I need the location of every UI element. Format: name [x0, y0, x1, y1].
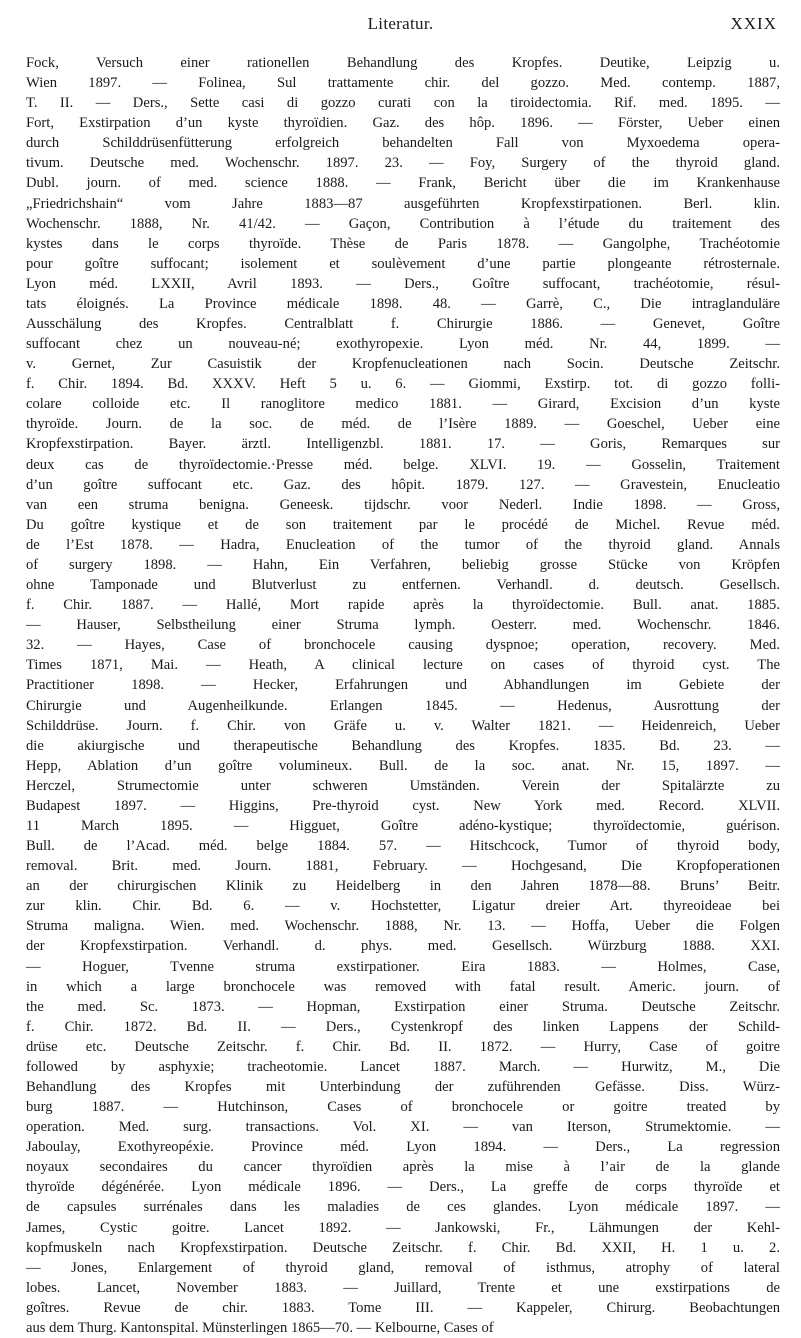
text-line: Lyon méd. LXXII, Avril 1893. — Ders., Goître suffocant, trachéotomie, résul-: [26, 275, 780, 292]
text-line: goîtres. Revue de chir. 1883. Tome III. — Kappeler, Chirurg. Beobachtungen: [26, 1299, 780, 1316]
text-line: James, Cystic goitre. Lancet 1892. — Jankowski, Fr., Lähmungen der Kehl-: [26, 1219, 780, 1236]
text-line: suffocant chez un nouveau-né; exothyropexie. Lyon méd. Nr. 44, 1899. —: [26, 336, 780, 353]
text-line: kystes dans le corps thyroïde. Thèse de Paris 1878. — Gangolphe, Trachéotomie: [26, 235, 780, 252]
text-line: thyroïde dégénérée. Lyon médicale 1896. — Ders., La greffe de corps thyroïde et: [26, 1179, 780, 1196]
text-line: 32. — Hayes, Case of bronchocele causing dyspnoe; operation, recovery. Med.: [26, 637, 780, 654]
text-line: drüse etc. Deutsche Zeitschr. f. Chir. Bd. II. 1872. — Hurry, Case of goitre: [26, 1038, 780, 1055]
text-line: kopfmuskeln nach Kropfexstirpation. Deutsche Zeitschr. f. Chir. Bd. XXII, H. 1 u. 2.: [26, 1239, 780, 1256]
text-line: f. Chir. 1894. Bd. XXXV. Heft 5 u. 6. — Giommi, Exstirp. tot. di gozzo folli-: [26, 376, 780, 393]
bibliography-text: [26, 53, 780, 1336]
text-line: zur klin. Chir. Bd. 6. — v. Hochstetter, Ligatur dreier Art. thyreoideae bei: [26, 898, 780, 915]
text-line: Hepp, Ablation d’un goître volumineux. Bull. de la soc. anat. Nr. 15, 1897. —: [26, 757, 780, 774]
text-line: Fort, Exstirpation d’un kyste thyroïdien. Gaz. des hôp. 1896. — Förster, Ueber einen: [26, 115, 780, 132]
text-line: Practitioner 1898. — Hecker, Erfahrungen und Abhandlungen im Gebiete der: [26, 677, 780, 694]
text-line: pour goître suffocant; isolement et soulèvement d’une partie plongeante rétrosternale.: [26, 255, 780, 272]
text-line: noyaux secondaires du cancer thyroïdien après la mise à l’air de la glande: [26, 1159, 780, 1176]
text-line: T. II. — Ders., Sette casi di gozzo curati con la tiroidectomia. Rif. med. 1895. —: [26, 95, 780, 112]
text-line: Fock, Versuch einer rationellen Behandlung des Kropfes. Deutike, Leipzig u.: [26, 55, 780, 71]
text-line: colare colloide etc. Il ranoglitore medico 1881. — Girard, Excision d’un kyste: [26, 396, 780, 413]
text-line: operation. Med. surg. transactions. Vol. XI. — van Iterson, Strumektomie. —: [26, 1119, 780, 1136]
text-line: Budapest 1897. — Higgins, Pre-thyroid cyst. New York med. Record. XLVII.: [26, 797, 780, 814]
text-line: — Hauser, Selbstheilung einer Struma lymph. Oesterr. med. Wochenschr. 1846.: [26, 617, 780, 634]
text-line: Times 1871, Mai. — Heath, A clinical lecture on cases of thyroid cyst. The: [26, 657, 780, 674]
text-line: f. Chir. 1887. — Hallé, Mort rapide après la thyroïdectomie. Bull. anat. 1885.: [26, 597, 780, 614]
text-line: f. Chir. 1872. Bd. II. — Ders., Cystenkropf des linken Lappens der Schild-: [26, 1018, 780, 1035]
text-line: tivum. Deutsche med. Wochenschr. 1897. 23. — Foy, Surgery of the thyroid gland.: [26, 155, 780, 172]
text-line: durch Schilddrüsenfütterung erfolgreich behandelten Fall von Myxoedema opera-: [26, 135, 780, 152]
text-line: of surgery 1898. — Hahn, Ein Verfahren, beliebig grosse Stücke von Kröpfen: [26, 556, 780, 573]
text-line: tats éloignés. La Province médicale 1898. 48. — Garrè, C., Die intraglanduläre: [26, 295, 780, 312]
text-line: thyroïde. Journ. de la soc. de méd. de l’Isère 1889. — Goeschel, Ueber eine: [26, 416, 780, 433]
text-line: Ausschälung des Kropfes. Centralblatt f. Chirurgie 1886. — Genevet, Goître: [26, 316, 780, 333]
text-line: Dubl. journ. of med. science 1888. — Frank, Bericht über die im Krankenhause: [26, 175, 780, 192]
text-line: Du goître kystique et de son traitement par le procédé de Michel. Revue méd.: [26, 516, 780, 533]
text-line: d’un goître suffocant etc. Gaz. des hôpit. 1879. 127. — Gravestein, Enucleatio: [26, 476, 780, 493]
text-line: „Friedrichshain“ vom Jahre 1883—87 ausgeführten Kropfexstirpationen. Berl. klin.: [26, 195, 780, 212]
text-line: — Hoguer, Tvenne struma exstirpationer. Eira 1883. — Holmes, Case,: [26, 958, 780, 975]
text-line: Schilddrüse. Journ. f. Chir. von Gräfe u. v. Walter 1821. — Heidenreich, Ueber: [26, 717, 780, 734]
running-title: Literatur.: [367, 14, 434, 33]
text-line: an der chirurgischen Klinik zu Heidelberg in den Jahren 1878—88. Bruns’ Beitr.: [26, 878, 780, 895]
text-line: — Jones, Enlargement of thyroid gland, removal of isthmus, atrophy of lateral: [26, 1259, 780, 1276]
text-line: Jaboulay, Exothyreopéxie. Province méd. Lyon 1894. — Ders., La regression: [26, 1139, 780, 1156]
page-number: XXIX: [730, 14, 777, 33]
text-line: Wochenschr. 1888, Nr. 41/42. — Gaçon, Contribution à l’étude du traitement des: [26, 215, 780, 232]
text-line: 11 March 1895. — Higguet, Goître adéno-kystique; thyroïdectomie, guérison.: [26, 817, 780, 834]
text-line: removal. Brit. med. Journ. 1881, February. — Hochgesand, Die Kropfoperationen: [26, 858, 780, 875]
text-line: de l’Est 1878. — Hadra, Enucleation of the tumor of the thyroid gland. Annals: [26, 536, 780, 553]
text-line: in which a large bronchocele was removed with fatal result. Americ. journ. of: [26, 978, 780, 995]
text-line: Herczel, Strumectomie unter schweren Umständen. Verein der Spitalärzte zu: [26, 777, 780, 794]
text-line: burg 1887. — Hutchinson, Cases of bronchocele or goitre treated by: [26, 1099, 780, 1116]
text-line: Chirurgie und Augenheilkunde. Erlangen 1845. — Hedenus, Ausrottung der: [26, 697, 780, 714]
text-line: de capsules surrénales dans les maladies de ces glandes. Lyon médicale 1897. —: [26, 1199, 780, 1216]
text-line: lobes. Lancet, November 1883. — Juillard, Trente et une exstirpations de: [26, 1279, 780, 1296]
text-line: Bull. de l’Acad. méd. belge 1884. 57. — Hitschcock, Tumor of thyroid body,: [26, 838, 780, 855]
text-line: aus dem Thurg. Kantonspital. Münsterlingen 1865—70. — Kelbourne, Cases of: [26, 1319, 494, 1336]
text-line: deux cas de thyroïdectomie.·Presse méd. belge. XLVI. 19. — Gosselin, Traitement: [26, 456, 780, 473]
text-line: van een struma benigna. Geneesk. tijdschr. voor Nederl. Indie 1898. — Gross,: [26, 496, 780, 513]
text-line: Kropfexstirpation. Bayer. ärztl. Intelligenzbl. 1881. 17. — Goris, Remarques sur: [26, 436, 780, 453]
text-line: followed by asphyxie; tracheotomie. Lancet 1887. March. — Hurwitz, M., Die: [26, 1058, 780, 1075]
text-line: the med. Sc. 1873. — Hopman, Exstirpation einer Struma. Deutsche Zeitschr.: [26, 998, 780, 1015]
text-line: v. Gernet, Zur Casuistik der Kropfenucleationen nach Socin. Deutsche Zeitschr.: [26, 356, 780, 373]
text-line: Behandlung des Kropfes mit Unterbindung der zuführenden Gefässe. Diss. Würz-: [26, 1078, 780, 1095]
running-header: [0, 14, 801, 40]
text-line: ohne Tamponade und Blutverlust zu entfernen. Verhandl. d. deutsch. Gesellsch.: [26, 577, 780, 594]
text-line: Struma maligna. Wien. med. Wochenschr. 1888, Nr. 13. — Hoffa, Ueber die Folgen: [26, 918, 780, 935]
text-line: Wien 1897. — Folinea, Sul trattamente chir. del gozzo. Med. contemp. 1887,: [26, 75, 780, 92]
text-line: der Kropfexstirpation. Verhandl. d. phys. med. Gesellsch. Würzburg 1888. XXI.: [26, 938, 780, 955]
text-line: die akiurgische und therapeutische Behandlung des Kropfes. 1835. Bd. 23. —: [26, 737, 780, 754]
